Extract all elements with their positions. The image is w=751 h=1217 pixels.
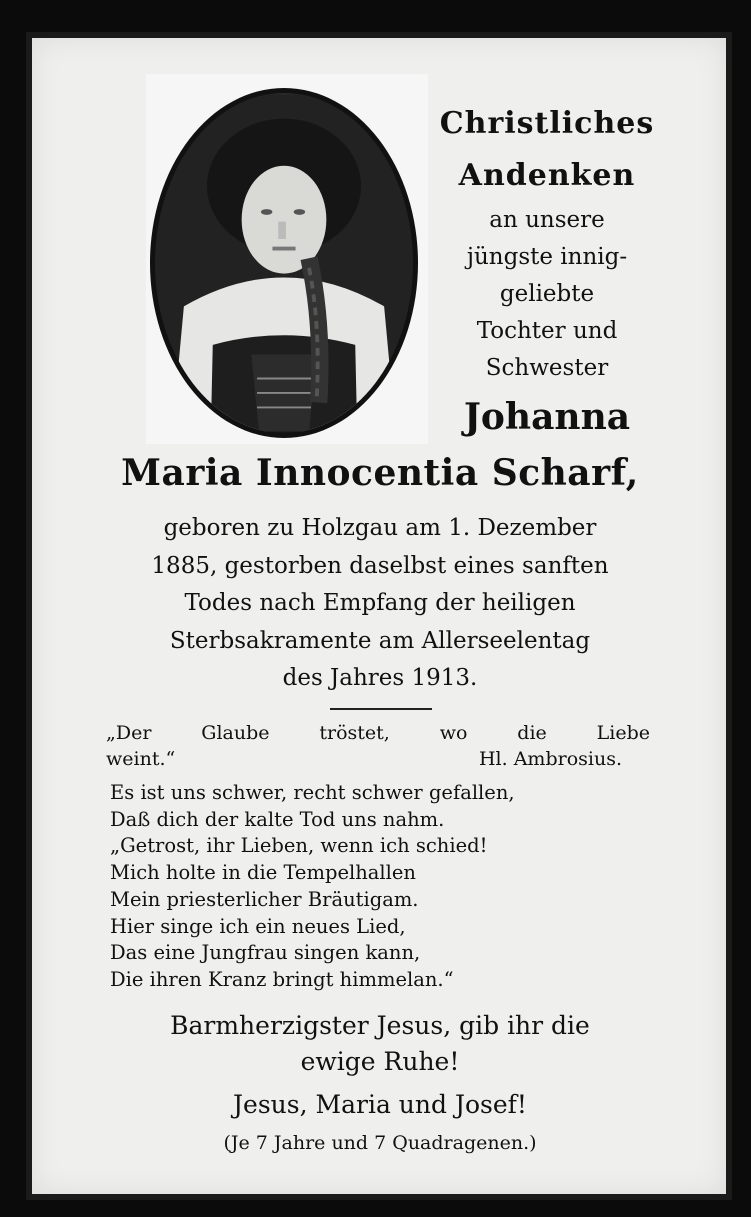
poem-line-4: Mich holte in die Tempelhallen [110, 861, 416, 885]
prayer-line-1: Barmherzigster Jesus, gib ihr die [170, 1011, 590, 1040]
closing-invocation: Jesus, Maria und Josef! [233, 1090, 527, 1119]
indulgence-note: (Je 7 Jahre und 7 Quadragenen.) [223, 1132, 537, 1154]
poem-line-1: Es ist uns schwer, recht schwer gefallen, [110, 781, 515, 804]
heading-line-4: jüngste innig- [466, 244, 628, 270]
biography [100, 510, 660, 698]
poem-line-2: Daß dich der kalte Tod uns nahm. [110, 807, 445, 831]
bio-line-5: des Jahres 1913. [282, 665, 478, 691]
heading-line-7: Schwester [485, 355, 609, 381]
heading-line-5: geliebte [499, 281, 595, 307]
poem-line-6: Hier singe ich ein neues Lied, [110, 914, 406, 938]
bio-line-3: Todes nach Empfang der heiligen [184, 590, 576, 616]
bio-line-2: 1885, gestorben daselbst eines sanften [151, 552, 609, 579]
quote-line-1: „Der Glaube tröstet, wo die Liebe [106, 722, 650, 744]
quote-line-2-text: weint.“ [106, 748, 176, 770]
prayer-block [90, 1008, 670, 1080]
quote-line-2 [106, 746, 650, 772]
poem-line-5: Mein priesterlicher Bräutigam. [110, 887, 419, 911]
bio-line-1: geboren zu Holzgau am 1. Dezember [163, 515, 597, 541]
poem-line-7: Das eine Jungfrau singen kann, [110, 941, 421, 965]
divider-rule [330, 708, 432, 710]
deceased-full-name: Maria Innocentia Scharf, [121, 452, 639, 494]
prayer-line-2: ewige Ruhe! [300, 1047, 460, 1076]
quote-block [106, 720, 650, 772]
bio-line-4: Sterbsakramente am Allerseelentag [169, 627, 591, 654]
heading-line-3: an unsere [489, 207, 605, 233]
deceased-first-name: Johanna [463, 396, 631, 438]
poem-block [110, 780, 650, 994]
heading-line-6: Tochter und [476, 318, 618, 344]
portrait-illustration [155, 93, 413, 433]
poem-line-8: Die ihren Kranz bringt himmelan.“ [110, 967, 454, 991]
heading-block [438, 98, 656, 387]
poem-line-3: „Getrost, ihr Lieben, wenn ich schied! [110, 834, 488, 858]
portrait-photo [150, 88, 418, 438]
quote-attribution: Hl. Ambrosius. [478, 748, 622, 770]
heading-andenken: Andenken [458, 158, 636, 193]
heading-christliches: Christliches [439, 106, 655, 141]
